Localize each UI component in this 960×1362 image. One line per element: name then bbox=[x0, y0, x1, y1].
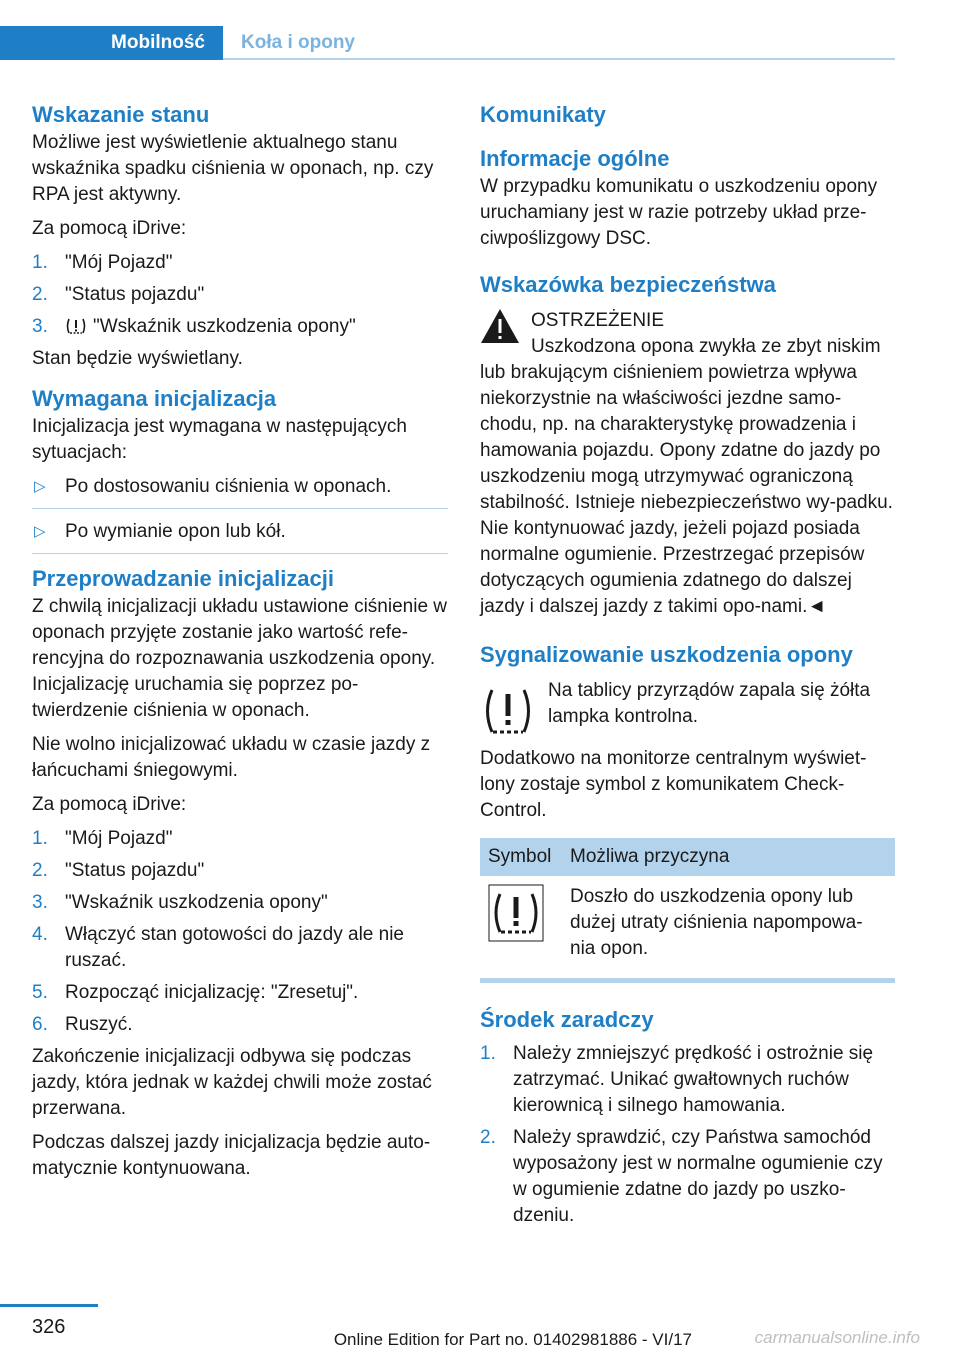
tire-pressure-warning-icon bbox=[488, 884, 544, 942]
indicator-block bbox=[480, 678, 896, 746]
table-end-rule bbox=[480, 978, 895, 983]
list-item: 6. Ruszyć. bbox=[32, 1014, 133, 1035]
table-header-symbol: Symbol bbox=[480, 838, 562, 876]
right-column bbox=[480, 100, 896, 1235]
list-item: 1. Należy zmniejszyć prędkość i ostrożnie się zatrzymać. Unikać gwałtownych ruchów kierownicą i silnego hamowania. bbox=[480, 1043, 874, 1116]
steps-list bbox=[480, 1041, 896, 1229]
table-cell-symbol bbox=[480, 876, 562, 974]
steps-list bbox=[32, 826, 448, 1038]
edition-note: Online Edition for Part no. 01402981886 - VI/17 bbox=[333, 1330, 692, 1349]
symbol-table bbox=[480, 838, 895, 974]
subsection-title-sygnalizowanie: Sygnalizowanie uszkodzenia opony bbox=[480, 642, 853, 667]
paragraph: Stan będzie wyświetlany. bbox=[32, 348, 243, 369]
paragraph: Zakończenie inicjalizacji odbywa się podczas jazdy, która jednak w każdej chwili może zostać przerwana. bbox=[32, 1046, 432, 1119]
left-column bbox=[32, 100, 448, 1190]
warning-block bbox=[480, 308, 896, 620]
list-item: 2. "Status pojazdu" bbox=[32, 284, 205, 305]
list-item: ▷ Po wymianie opon lub kół. bbox=[32, 519, 448, 554]
tab-kola-i-opony[interactable]: Koła i opony bbox=[241, 32, 355, 53]
paragraph: Możliwe jest wyświetlenie aktualnego stanu wskaźnika spadku ciśnienia w oponach, np. czy RPA jest aktywny. bbox=[32, 132, 434, 205]
paragraph: Podczas dalszej jazdy inicjalizacja będzie auto-matycznie kontynuowana. bbox=[32, 1132, 431, 1179]
section-title-komunikaty: Komunikaty bbox=[480, 102, 606, 127]
list-item: 3. "Wskaźnik uszkodzenia opony" bbox=[32, 316, 356, 337]
list-item: 3. "Wskaźnik uszkodzenia opony" bbox=[32, 892, 328, 913]
bullet-list bbox=[32, 474, 448, 554]
paragraph: Na tablicy przyrządów zapala się żółta lampka kontrolna. bbox=[548, 680, 871, 727]
paragraph: Za pomocą iDrive: bbox=[32, 218, 187, 239]
paragraph: W przypadku komunikatu o uszkodzeniu opony uruchamiany jest w razie potrzeby układ prze-ciwpoślizgowy DSC. bbox=[480, 176, 878, 249]
tab-mobilnosc[interactable]: Mobilność bbox=[0, 26, 223, 60]
page-number: 326 bbox=[32, 1316, 66, 1338]
subsection-title-srodek-zaradczy: Środek zaradczy bbox=[480, 1007, 654, 1032]
paragraph: Za pomocą iDrive: bbox=[32, 794, 187, 815]
paragraph: Dodatkowo na monitorze centralnym wyświet-lony zostaje symbol z komunikatem Check-Control. bbox=[480, 748, 867, 821]
warning-triangle-icon bbox=[480, 308, 520, 344]
list-item: 4. Włączyć stan gotowości do jazdy ale nie ruszać. bbox=[32, 924, 404, 971]
section-title-wskazanie-stanu: Wskazanie stanu bbox=[32, 102, 210, 127]
table-cell-cause: Doszło do uszkodzenia opony lub dużej utraty ciśnienia napompowa-nia opon. bbox=[570, 886, 863, 959]
table-header-cause: Możliwa przyczyna bbox=[562, 838, 895, 876]
list-item: 1. "Mój Pojazd" bbox=[32, 252, 173, 273]
tire-pressure-icon bbox=[65, 317, 87, 335]
list-item: 2. "Status pojazdu" bbox=[32, 860, 205, 881]
paragraph: Nie wolno inicjalizować układu w czasie jazdy z łańcuchami śniegowymi. bbox=[32, 734, 431, 781]
paragraph: Inicjalizacja jest wymagana w następujących sytuacjach: bbox=[32, 416, 407, 463]
tire-pressure-warning-icon bbox=[480, 682, 536, 740]
footer-rule bbox=[0, 1304, 98, 1307]
subsection-title-informacje-ogolne: Informacje ogólne bbox=[480, 146, 670, 171]
warning-label: OSTRZEŻENIE bbox=[531, 310, 665, 331]
header-rule bbox=[223, 58, 895, 60]
list-item: 1. "Mój Pojazd" bbox=[32, 828, 173, 849]
page-header bbox=[0, 26, 895, 62]
watermark: carmanualsonline.info bbox=[754, 1328, 920, 1347]
section-title-wymagana-inicjalizacja: Wymagana inicjalizacja bbox=[32, 386, 277, 411]
list-item: ▷ Po dostosowaniu ciśnienia w oponach. bbox=[32, 474, 448, 509]
paragraph: Z chwilą inicjalizacji układu ustawione ciśnienie w oponach przyjęte zostanie jako wartość refe-rencyjna do rozpoznawania uszkodzenia opony. Inicjalizację uruchamia się poprzez po-twierdzenie ciśnienia w oponach. bbox=[32, 596, 448, 721]
subsection-title-wskazowka: Wskazówka bezpieczeństwa bbox=[480, 272, 776, 297]
warning-text: Uszkodzona opona zwykła ze zbyt niskim lub brakującym ciśnieniem powietrza wpływa niekorzystnie na właściwości jezdne samo-chodu, np. na charakterystykę prowadzenia i hamowania pojazdu. Opony zdatne do jazdy po uszkodzeniu mogą utrzymywać ograniczoną stabilność. Istnieje niebezpieczeństwo wy-padku. Nie kontynuować jazdy, jeżeli pojazd posiada normalne ogumienie. Przestrzegać przepisów dotyczących ogumienia zdatnego do dalszej jazdy i dalszej jazdy z takimi opo-nami.◄ bbox=[480, 336, 893, 617]
list-item: 2. Należy sprawdzić, czy Państwa samochód wyposażony jest w normalne ogumienie czy w ogumienie zdatne do jazdy po uszko-dzeniu. bbox=[480, 1127, 883, 1226]
list-item: 5. Rozpocząć inicjalizację: "Zresetuj". bbox=[32, 982, 359, 1003]
table-row bbox=[480, 876, 895, 974]
steps-list bbox=[32, 250, 448, 340]
section-title-przeprowadzanie-inicjalizacji: Przeprowadzanie inicjalizacji bbox=[32, 566, 334, 591]
